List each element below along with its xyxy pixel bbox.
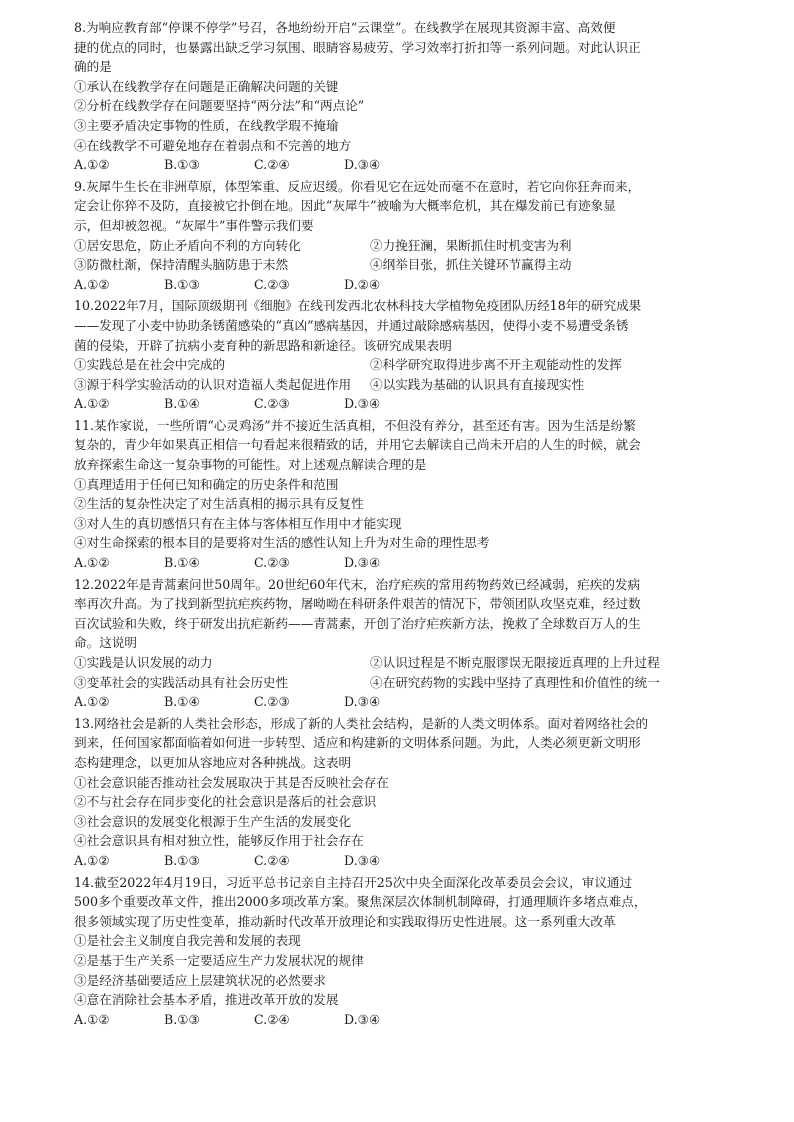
statement-option: ④在研究药物的实践中坚持了真理性和价值性的统一: [370, 674, 660, 690]
statement-option: ②生活的复杂性决定了对生活真相的揭示具有反复性: [74, 496, 364, 512]
choice-a: A.①②: [74, 1011, 110, 1027]
statement-option: ①实践是认识发展的动力: [74, 655, 213, 670]
statement-option: ①居安思危，防止矛盾向不利的方向转化: [74, 237, 301, 253]
answer-choices: [74, 1010, 720, 1030]
statement-option: ④以实践为基础的认识具有直接现实性: [370, 376, 585, 392]
choice-c: C.②④: [254, 1011, 290, 1027]
choice-b: B.①④: [164, 555, 200, 571]
choice-d: D.③④: [344, 852, 381, 868]
statement-option: ④意在消除社会基本矛盾，推进改革开放的发展: [74, 992, 339, 1008]
question-stem-line: 百次试验和失败，终于研发出抗疟新药——青蒿素，开创了治疗疟疾新方法，挽救了全球数百万人的生: [74, 615, 641, 631]
statement-option: ③主要矛盾决定事物的性质，在线教学瑕不掩瑜: [74, 117, 339, 133]
question-stem-line: 确的是: [74, 59, 112, 75]
question-12: [74, 575, 720, 712]
statement-option: ①社会意识能否推动社会发展取决于其是否反映社会存在: [74, 774, 389, 790]
question-stem-line: 13.网络社会是新的人类社会形态，形成了新的人类社会结构，是新的人类文明体系。面对着网络社会的: [74, 715, 649, 731]
exam-page: [74, 18, 720, 1031]
statement-option-row: [74, 355, 720, 375]
statement-option: ④纲举目张，抓住关键环节赢得主动: [370, 257, 572, 273]
choice-a: A.①②: [74, 157, 110, 173]
choice-b: B.①③: [164, 852, 200, 868]
question-stem-line: 很多领域实现了历史性变革，推动新时代改革开放理论和实践取得历史性进展。这一系列重大改革: [74, 913, 616, 929]
question-stem-line: 率再次升高。为了找到新型抗疟疾药物，屠呦呦在科研条件艰苦的情况下，带领团队攻坚克难，经过数: [74, 596, 641, 612]
answer-choices: [74, 394, 720, 414]
question-stem-line: 命。这说明: [74, 635, 137, 651]
statement-option: ③防微杜渐，保持清醒头脑防患于未然: [74, 257, 289, 273]
question-stem-line: 复杂的，青少年如果真正相信一句看起来很精致的话，并用它去解读自己尚未开启的人生的时候，就会: [74, 437, 641, 453]
statement-option: ③源于科学实验活动的认识对造福人类起促进作用: [74, 376, 352, 392]
question-10: [74, 296, 720, 414]
question-11: [74, 416, 720, 573]
choice-b: B.①③: [164, 157, 200, 173]
question-stem-line: 到来，任何国家都面临着如何进一步转型、适应和构建新的文明体系问题。为此，人类必须更新文明形: [74, 735, 641, 751]
choice-a: A.①②: [74, 276, 110, 292]
choice-d: D.③④: [344, 694, 381, 710]
choice-b: B.①④: [164, 396, 200, 412]
question-stem-line: 14.截至2022年4月19日，习近平总书记亲自主持召开25次中央全面深化改革委员会会议，审议通过: [74, 874, 633, 890]
statement-option-row: [74, 653, 720, 673]
choice-a: A.①②: [74, 694, 110, 710]
answer-choices: [74, 553, 720, 573]
choice-b: B.①③: [164, 276, 200, 292]
statement-option: ①是社会主义制度自我完善和发展的表现: [74, 933, 301, 949]
choice-a: A.①②: [74, 555, 110, 571]
question-stem-line: 态构建理念，以更加从容地应对各种挑战。这表明: [74, 754, 352, 770]
statement-option: ①实践总是在社会中完成的: [74, 357, 226, 373]
statement-option: ①承认在线教学存在问题是正确解决问题的关键: [74, 78, 339, 94]
choice-c: C.②③: [254, 555, 290, 571]
choice-c: C.②④: [254, 852, 290, 868]
statement-option: ②科学研究取得进步离不开主观能动性的发挥: [370, 357, 622, 373]
question-8: [74, 18, 720, 175]
choice-a: A.①②: [74, 852, 110, 868]
statement-option: ④对生命探索的根本目的是要将对生活的感性认知上升为对生命的理性思考: [74, 535, 490, 551]
choice-c: C.②③: [254, 694, 290, 710]
question-stem-line: ——发现了小麦中协助条锈菌感染的“真凶”感病基因，并通过敲除感病基因，使得小麦不易遭受条锈: [74, 317, 629, 333]
choice-c: C.②③: [254, 396, 290, 412]
choice-c: C.②③: [254, 276, 290, 292]
choice-b: B.①③: [164, 1011, 200, 1027]
question-13: [74, 714, 720, 871]
choice-d: D.③④: [344, 555, 381, 571]
statement-option: ①真理适用于任何已知和确定的历史条件和范围: [74, 476, 339, 492]
question-stem-line: 11.某作家说，一些所谓“心灵鸡汤”并不接近生活真相，不但没有养分，甚至还有害。因为生活是纷繁: [74, 417, 636, 433]
question-9: [74, 177, 720, 295]
statement-option: ③变革社会的实践活动具有社会历史性: [74, 674, 289, 690]
question-stem-line: 9.灰犀牛生长在非洲草原，体型笨重、反应迟缓。你看见它在远处而毫不在意时，若它向你狂奔而来，: [74, 178, 641, 194]
choice-a: A.①②: [74, 396, 110, 412]
statement-option: ④社会意识具有相对独立性，能够反作用于社会存在: [74, 833, 364, 849]
statement-option: ②分析在线教学存在问题要坚持“两分法”和“两点论”: [74, 98, 365, 114]
statement-option: ③对人生的真切感悟只有在主体与客体相互作用中才能实现: [74, 515, 402, 531]
question-14: [74, 873, 720, 1030]
question-stem-line: 8.为响应教育部“停课不停学”号召，各地纷纷开启“云课堂”。在线教学在展现其资源丰富、高效便: [74, 20, 616, 35]
choice-b: B.①④: [164, 694, 200, 710]
statement-option: ②认识过程是不断克服谬误无限接近真理的上升过程: [370, 655, 660, 670]
statement-option-row: [74, 236, 720, 256]
question-stem-line: 示，但却被忽视。“灰犀牛”事件警示我们要: [74, 217, 314, 233]
answer-choices: [74, 851, 720, 871]
statement-option: ②不与社会存在同步变化的社会意识是落后的社会意识: [74, 794, 377, 810]
answer-choices: [74, 692, 720, 712]
question-stem-line: 放弃探索生命这一复杂事物的可能性。对上述观点解读合理的是: [74, 457, 427, 473]
question-stem-line: 定会让你猝不及防，直接被它扑倒在地。因此“灰犀牛”被喻为大概率危机，其在爆发前已有迹象显: [74, 198, 616, 214]
choice-d: D.③④: [344, 396, 381, 412]
question-stem-line: 菌的侵染，开辟了抗病小麦育种的新思路和新途径。该研究成果表明: [74, 337, 452, 353]
question-stem-line: 500多个重要改革文件，推出2000多项改革方案。聚焦深层次体制机制障碍，打通理顺许多堵点难点，: [74, 894, 647, 910]
choice-d: D.②④: [344, 276, 381, 292]
answer-choices: [74, 155, 720, 175]
statement-option: ②力挽狂澜，果断抓住时机变害为利: [370, 237, 572, 253]
statement-option-row: [74, 255, 720, 275]
choice-d: D.③④: [344, 1011, 381, 1027]
choice-c: C.②④: [254, 157, 290, 173]
statement-option: ②是基于生产关系一定要适应生产力发展状况的规律: [74, 952, 364, 968]
statement-option: ③社会意识的发展变化根源于生产生活的发展变化: [74, 813, 352, 829]
question-stem-line: 捷的优点的同时，也暴露出缺乏学习氛围、眼睛容易疲劳、学习效率打折扣等一系列问题。对此认识正: [74, 39, 641, 55]
answer-choices: [74, 275, 720, 295]
question-stem-line: 12.2022年是青蒿素问世50周年。20世纪60年代末，治疗疟疾的常用药物药效已经减弱，疟疾的发病: [74, 576, 641, 592]
question-stem-line: 10.2022年7月，国际顶级期刊《细胞》在线刊发西北农林科技大学植物免疫团队历经18年的研究成果: [74, 298, 642, 314]
statement-option: ④在线教学不可避免地存在着弱点和不完善的地方: [74, 137, 352, 153]
statement-option: ③是经济基础要适应上层建筑状况的必然要求: [74, 972, 326, 988]
choice-d: D.③④: [344, 157, 381, 173]
statement-option-row: [74, 375, 720, 395]
statement-option-row: [74, 673, 720, 693]
